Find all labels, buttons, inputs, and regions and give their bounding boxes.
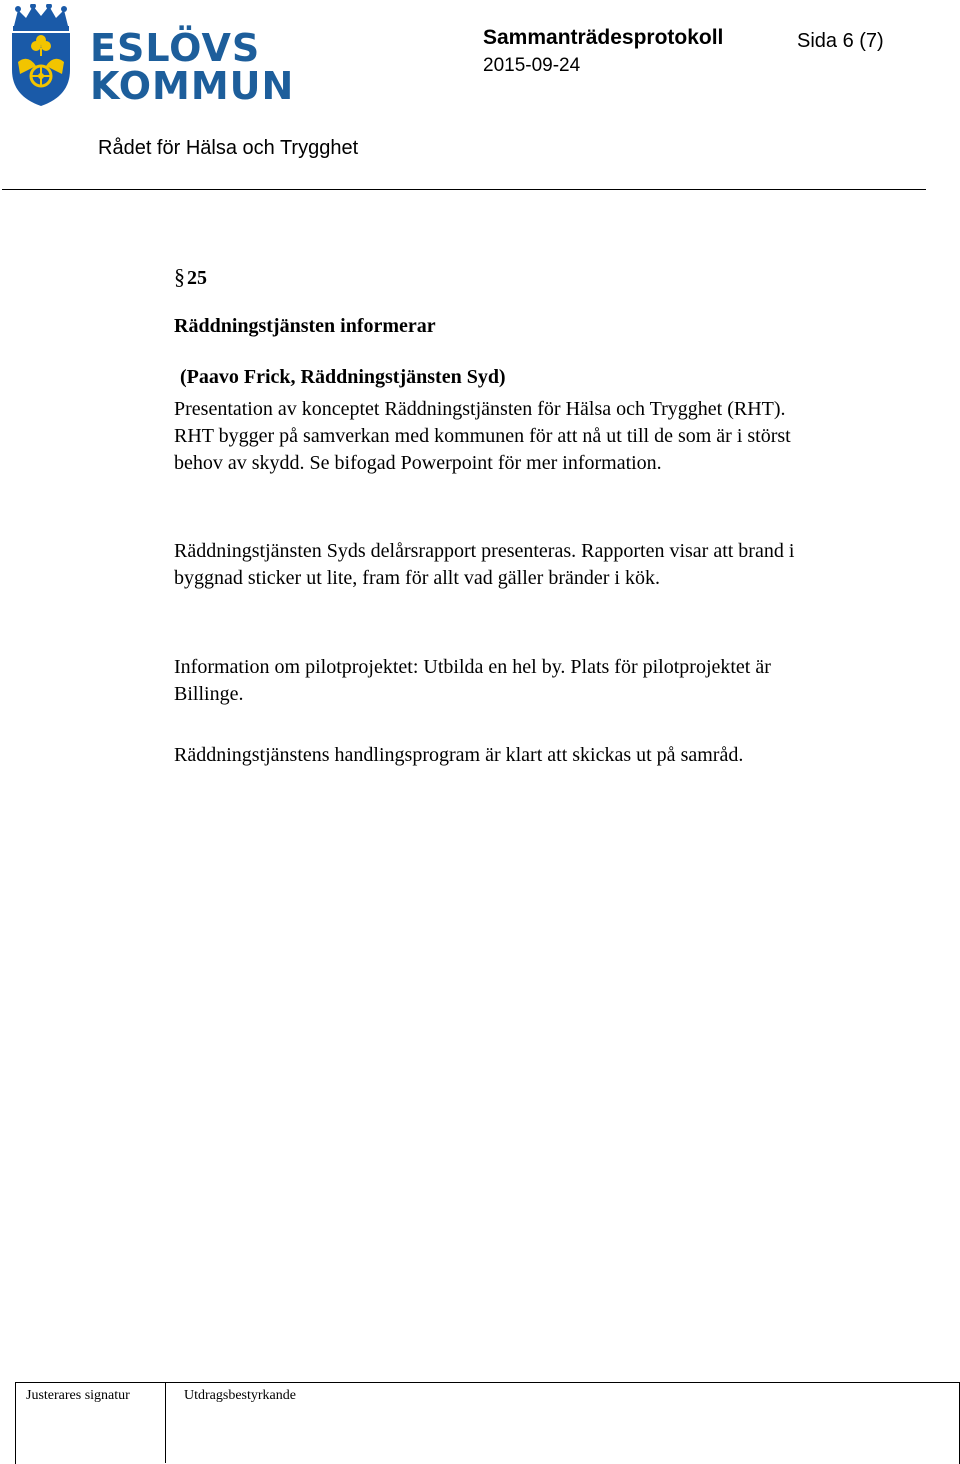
adjuster-signature-label: Justerares signatur [26,1388,130,1403]
section-title: Räddningstjänsten informerar [174,315,436,337]
logo-wordmark-line-2: KOMMUN [90,64,295,108]
body-paragraph: Räddningstjänsten Syds delårsrapport presenteras. Rapporten visar att brand i byggnad sticker ut lite, fram för allt vad gäller bränder i kök. [174,540,795,589]
paragraph-number [174,264,207,291]
body-paragraph: Presentation av konceptet Räddningstjänsten för Hälsa och Trygghet (RHT). RHT bygger på samverkan med kommunen för att nå ut till de som är i störst behov av skydd. Se bifogad Powerpoint för mer information. [174,398,791,474]
body-paragraph: Räddningstjänstens handlingsprogram är klart att skickas ut på samråd. [174,744,744,766]
document-date: 2015-09-24 [483,55,581,76]
section-sign: § [174,264,185,289]
document-type: Sammanträdesprotokoll [483,26,724,49]
paragraph-number-value: 25 [187,267,207,289]
logo-wordmark-line-1: ESLÖVS [90,26,261,70]
certifying-label: Utdragsbestyrkande [184,1388,296,1403]
municipality-crest-icon [8,4,74,108]
committee-name: Rådet för Hälsa och Trygghet [98,137,359,159]
header-divider [2,189,926,190]
page-number: Sida 6 (7) [797,30,884,52]
presenter-line: (Paavo Frick, Räddningstjänsten Syd) [180,366,506,388]
footer-column-divider [165,1382,166,1463]
body-paragraph: Information om pilotprojektet: Utbilda en hel by. Plats för pilotprojektet är Billinge. [174,656,771,705]
signature-footer [15,1382,960,1464]
